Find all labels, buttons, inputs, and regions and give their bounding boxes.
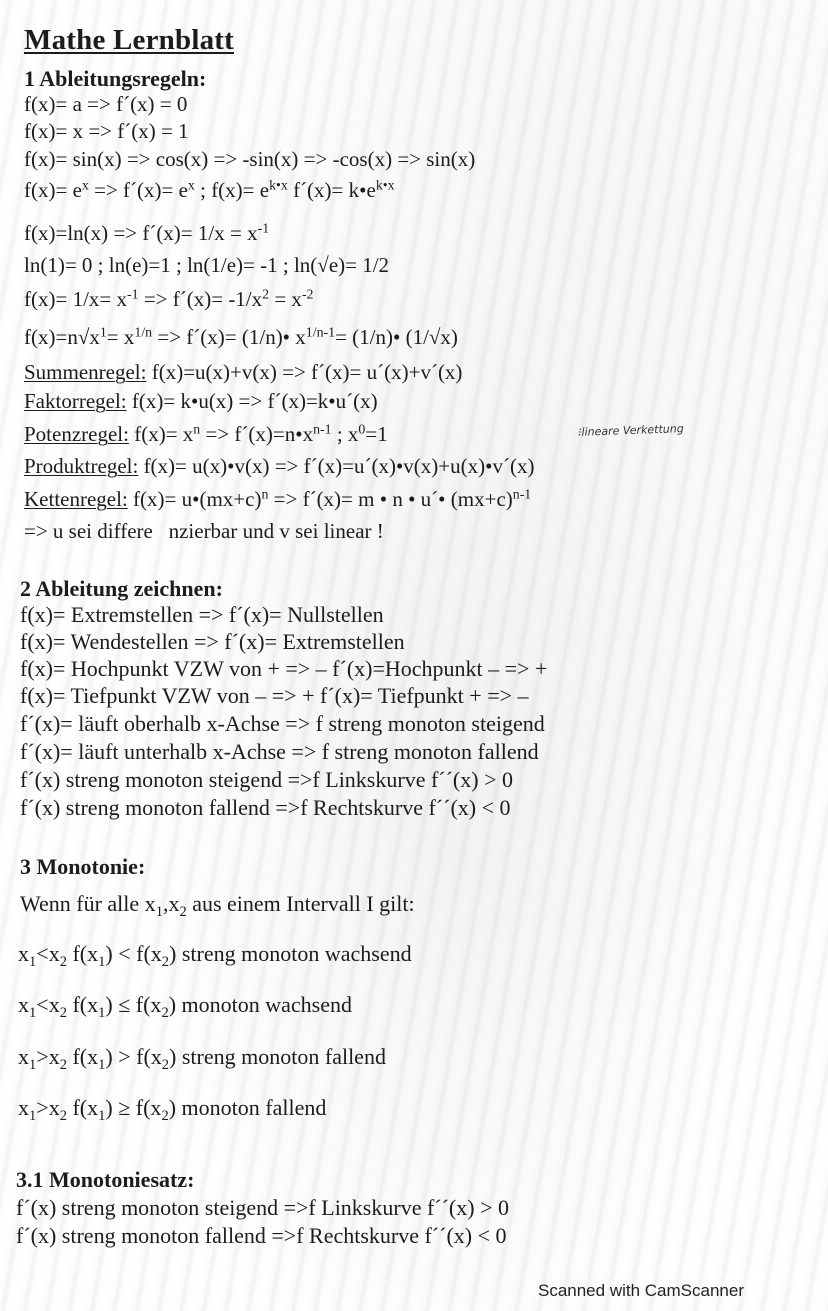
monotonie-row-2: $x_1<x_2$ $f(x_1) \le f(x_2)$ monoton wachsend: [18, 992, 352, 1022]
draw-rule-5: f´(x)= läuft oberhalb x-Achse => f streng monoton steigend: [20, 711, 545, 736]
rule-chain: Kettenregel: $f(x)= u•(mx+c)^n$ => f´(x)= m • n • u´• $(mx+c)^{n-1}$: [24, 486, 532, 511]
monotonie-intro: Wenn für alle $x_1,x_2$ aus einem Intervall I gilt:: [20, 891, 415, 921]
draw-rule-4: f(x)= Tiefpunkt VZW von – => + f´(x)= Tiefpunkt + => –: [20, 683, 529, 708]
draw-rule-8: f´(x) streng monoton fallend =>f Rechtskurve f´´(x) < 0: [20, 795, 511, 820]
rule-logarithm: f(x)=ln(x) => f´(x)= $1/x = x^{-1}$: [24, 220, 270, 245]
rule-exponential: $f(x)= e^x$ => f´(x)= $e^x$ ; $f(x)= e^{k•x}$ f´(x)= $k•e^{k•x}$: [24, 177, 395, 202]
rule-power: Potenzregel: $f(x)= x^n$ => $f´(x)=n•x^{n-1}$ ; $x^0=1$: [24, 421, 388, 446]
section-3-1-heading: 3.1 Monotoniesatz:: [16, 1167, 195, 1192]
rule-sum: Summenregel: f(x)=u(x)+v(x) => f´(x)= u´(x)+v´(x): [24, 360, 463, 384]
draw-rule-2: f(x)= Wendestellen => f´(x)= Extremstellen: [20, 629, 405, 654]
rule-product: Produktregel: f(x)= u(x)•v(x) => f´(x)=u´(x)•v(x)+u(x)•v´(x): [24, 454, 535, 478]
draw-rule-3: f(x)= Hochpunkt VZW von + => – f´(x)=Hochpunkt – => +: [20, 656, 548, 681]
chain-rule-condition: => u sei differe nzierbar und v sei linear !: [24, 519, 384, 543]
rule-factor: Faktorregel: f(x)= k•u(x) => f´(x)=k•u´(x): [24, 389, 378, 413]
section-2-heading: 2 Ableitung zeichnen:: [20, 576, 223, 601]
monotonie-row-1: $x_1<x_2$ $f(x_1) < f(x_2)$ streng monoton wachsend: [18, 941, 412, 971]
rule-reciprocal: $f(x)= 1/x= x^{-1}$ => f´(x)= $-1/x^2 = x^{-2}$: [24, 286, 314, 311]
rule-root: $f(x)=n√x^1= x^{1/n}$ => f´(x)= (1/n)• $x^{1/n-1}=$ (1/n)• (1/√x): [24, 324, 458, 349]
monotoniesatz-2: f´(x) streng monoton fallend =>f Rechtskurve f´´(x) < 0: [16, 1223, 507, 1248]
rule-constant: f(x)= a => f´(x) = 0: [24, 92, 188, 116]
draw-rule-7: f´(x) streng monoton steigend =>f Linkskurve f´´(x) > 0: [20, 767, 513, 792]
scanner-watermark: Scanned with CamScanner: [537, 1281, 744, 1300]
rule-sine-cycle: f(x)= sin(x) => cos(x) => -sin(x) => -cos(x) => sin(x): [24, 147, 476, 171]
monotonie-row-3: $x_1>x_2$ $f(x_1) > f(x_2)$ streng monoton fallend: [18, 1044, 386, 1074]
rule-identity: f(x)= x => f´(x) = 1: [24, 119, 189, 143]
monotonie-row-4: $x_1>x_2$ $f(x_1) \ge f(x_2)$ monoton fallend: [18, 1095, 327, 1125]
draw-rule-1: f(x)= Extremstellen => f´(x)= Nullstellen: [20, 602, 384, 627]
draw-rule-6: f´(x)= läuft unterhalb x-Achse => f streng monoton fallend: [20, 739, 539, 764]
section-3-heading: 3 Monotonie:: [20, 854, 146, 879]
handwritten-note: ⁝lineare Verkettung: [577, 422, 684, 439]
section-1-heading: 1 Ableitungsregeln:: [24, 66, 207, 91]
monotoniesatz-1: f´(x) streng monoton steigend =>f Linkskurve f´´(x) > 0: [16, 1195, 509, 1220]
log-values: ln(1)= 0 ; ln(e)=1 ; ln(1/e)= -1 ; ln(√e)= 1/2: [24, 253, 390, 277]
page-title: Mathe Lernblatt: [24, 24, 234, 56]
